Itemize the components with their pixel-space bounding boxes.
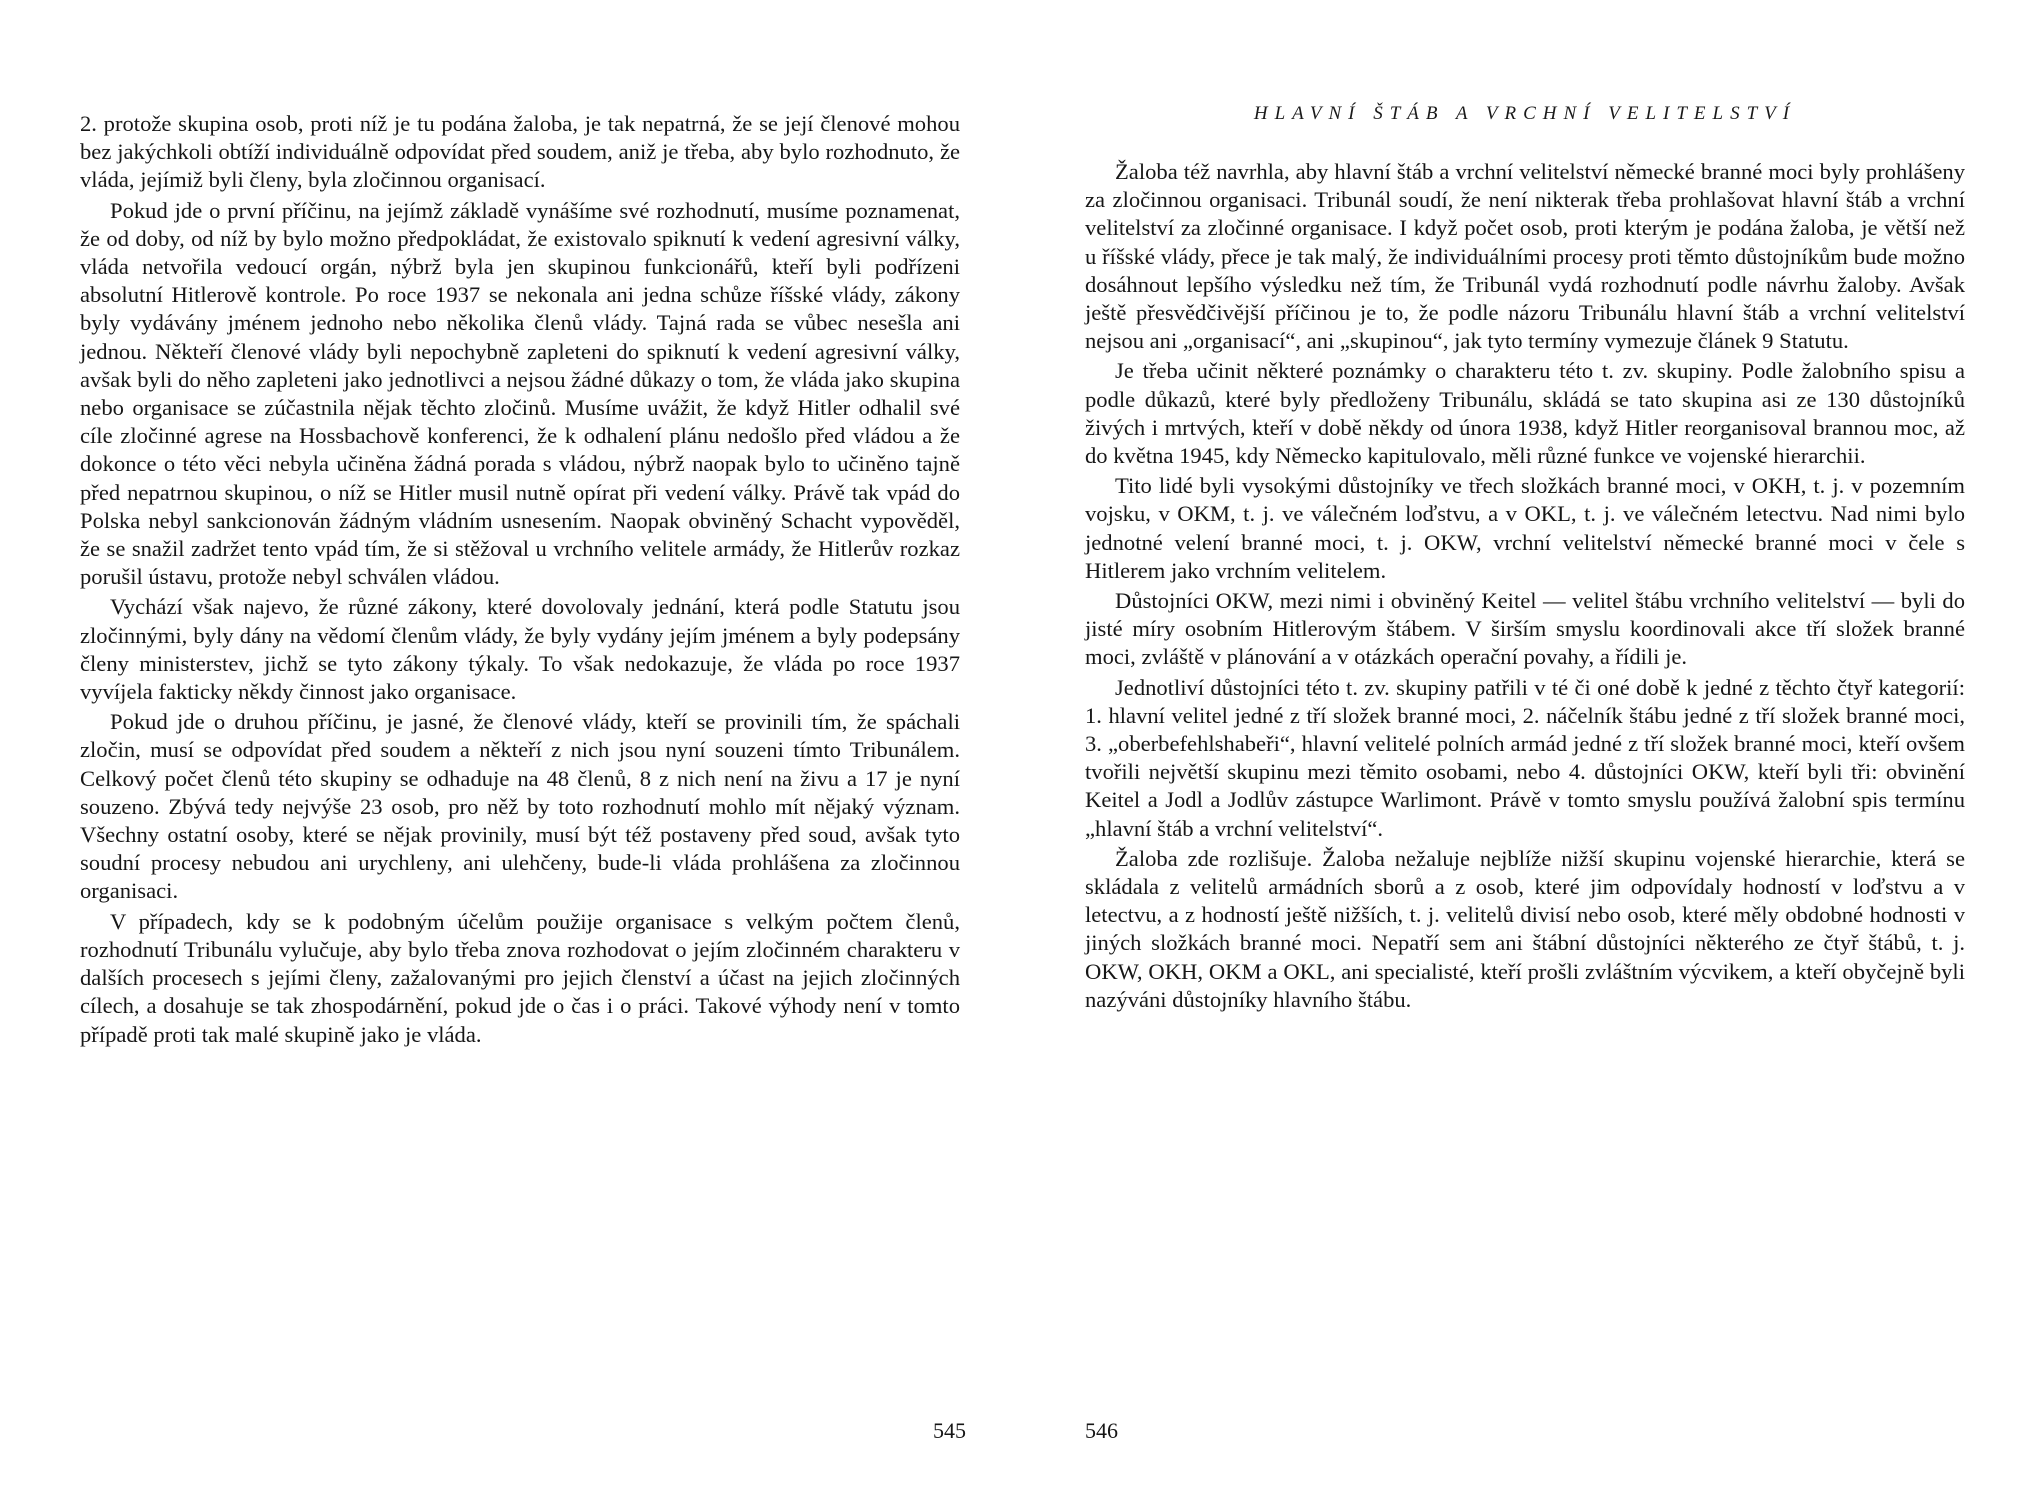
left-page-text <box>80 110 960 1049</box>
paragraph: Tito lidé byli vysokými důstojníky ve třech složkách branné moci, v OKH, t. j. v pozemním vojsku, v OKM, t. j. ve válečném loďstvu, a v OKL, t. j. ve válečném letectvu. Nad nimi bylo jednotné velení branné moci, t. j. OKW, vrchní velitelství německé branné moci v čele s Hitlerem jako vrchním velitelem. <box>1085 473 1965 583</box>
paragraph: Je třeba učinit některé poznámky o charakteru této t. zv. skupiny. Podle žalobního spisu a podle důkazů, které byly předloženy Tribunálu, skládá se tato skupina asi ze 130 důstojníků živých i mrtvých, kteří v době někdy od února 1938, když Hitler reorganisoval brannou moc, až do května 1945, kdy Německo kapitulovalo, měli různé funkce ve vojenské hierarchii. <box>1085 358 1965 469</box>
paragraph: Žaloba též navrhla, aby hlavní štáb a vrchní velitelství německé branné moci byly prohlášeny za zločinnou organisaci. Tribunál soudí, že není nikterak třeba prohlašovat hlavní štáb a vrchní velitelství za zločinné organisace. I když počet osob, proti kterým je podána žaloba, je větší než u říšské vlády, přece je tak malý, že individuálními procesy proti těmto důstojníkům bude možno dosáhnout lepšího výsledku než tím, že Tribunál vydá rozhodnutí podle návrhu žaloby. Avšak ještě přesvědčivější příčinou je to, že podle názoru Tribunálu hlavní štáb a vrchní velitelství nejsou ani „organisací“, ani „skupinou“, jak tyto termíny vymezuje článek 9 Statutu. <box>1085 159 1965 354</box>
paragraph: Žaloba zde rozlišuje. Žaloba nežaluje nejblíže nižší skupinu vojenské hierarchie, která se skládala z velitelů armádních sborů a z osob, které jim odpovídaly hodností v loďstvu a v letectvu, a z hodností ještě nižších, t. j. velitelů divisí nebo osob, které měly obdobné hodnosti v jiných složkách branné moci. Nepatří sem ani štábní důstojníci některého ze čtyř štábů, t. j. OKW, OKH, OKM a OKL, ani specialisté, kteří prošli zvláštním výcvikem, a kteří obyčejně byli nazýváni důstojníky hlavního štábu. <box>1085 845 1965 1012</box>
paragraph: 2. protože skupina osob, proti níž je tu podána žaloba, je tak nepatrná, že se její členové mohou bez jakýchkoli obtíží individuálně odpovídat před soudem, aniž je třeba, aby bylo rozhodnuto, že vláda, jejímiž byli členy, byla zločinnou organisací. <box>80 111 960 193</box>
paragraph: Důstojníci OKW, mezi nimi i obviněný Keitel — velitel štábu vrchního velitelství — byli do jisté míry osobním Hitlerovým štábem. V širším smyslu koordinovali akce tří složek branné moci, zvláště v plánování a v otázkách operační povahy, a řídili je. <box>1085 588 1965 670</box>
right-page-text <box>1085 158 1965 1014</box>
paragraph: V případech, kdy se k podobným účelům použije organisace s velkým počtem členů, rozhodnutí Tribunálu vylučuje, aby bylo třeba znova rozhodovat o jejím zločinném charakteru v dalších procesech s jejími členy, zažalovanými pro jejich členství a účast na jejich zločinných cílech, a dosahuje se tak zhospodárnění, pokud jde o čas i o práci. Takové výhody není v tomto případě proti tak malé skupině jako je vláda. <box>80 908 960 1047</box>
paragraph: Pokud jde o první příčinu, na jejímž základě vynášíme své rozhodnutí, musíme poznamenat, že od doby, od níž by bylo možno předpokládat, že existovalo spiknutí k vedení agresivní války, vláda netvořila vedoucí orgán, nýbrž byla jen skupinou funkcionářů, kteří byli podřízeni absolutní Hitlerově kontrole. Po roce 1937 se nekonala ani jedna schůze říšské vlády, zákony byly vydávány jménem jednoho nebo několika členů vlády. Tajná rada se vůbec nesešla ani jednou. Někteří členové vlády byli nepochybně zapleteni do spiknutí k vedení agresivní války, avšak byli do něho zapleteni jako jednotlivci a nejsou žádné důkazy o tom, že vláda jako skupina nebo organisace se zúčastnila nějak těchto zločinů. Musíme uvážit, že když Hitler odhalil své cíle zločinné agrese na Hossbachově konferenci, že k odhalení plánu nedošlo před vládou a že dokonce o této věci nebyla učiněna žádná porada s vládou, nýbrž naopak bylo to učiněno tajně před nepatrnou skupinou, o níž se Hitler musil nutně opírat při vedení války. Právě tak vpád do Polska nebyl sankcionován žádným vládním usnesením. Naopak obviněný Schacht vypověděl, že se snažil zadržet tento vpád tím, že si stěžoval u vrchního velitele armády, že Hitlerův rozkaz porušil ústavu, protože nebyl schválen vládou. <box>80 197 960 590</box>
page-number: 546 <box>1085 1418 1118 1443</box>
page-number: 545 <box>933 1418 966 1443</box>
paragraph: Pokud jde o druhou příčinu, je jasné, že členové vlády, kteří se provinili tím, že spáchali zločin, musí se odpovídat před soudem a někteří z nich jsou nyní souzeni tímto Tribunálem. Celkový počet členů této skupiny se odhaduje na 48 členů, 8 z nich není na živu a 17 je nyní souzeno. Zbývá tedy nejvýše 23 osob, pro něž by toto rozhodnutí mohlo mít nějaký význam. Všechny ostatní osoby, které se nějak provinily, musí být též postaveny před soud, avšak tyto soudní procesy nebudou ani urychleny, ani ulehčeny, bude-li vláda prohlášena za zločinnou organisaci. <box>80 709 960 904</box>
paragraph: Jednotliví důstojníci této t. zv. skupiny patřili v té či oné době k jedné z těchto čtyř kategorií: 1. hlavní velitel jedné z tří složek branné moci, 2. náčelník štábu jedné z tří složek branné moci, 3. „oberbefehlshabeři“, hlavní velitelé polních armád jedné z tří složek branné moci, kteří ovšem tvořili největší skupinu mezi těmito osobami, nebo 4. důstojníci OKW, kteří byli tři: obvinění Keitel a Jodl a Jodlův zástupce Warlimont. Právě v tomto smyslu používá žalobní spis termínu „hlavní štáb a vrchní velitelství“. <box>1085 674 1965 841</box>
paragraph: Vychází však najevo, že různé zákony, které dovolovaly jednání, která podle Statutu jsou zločinnými, byly dány na vědomí členům vlády, že byly vydány jejím jménem a byly podepsány členy ministerstev, jichž se tyto zákony týkaly. To však nedokazuje, že vláda po roce 1937 vyvíjela fakticky někdy činnost jako organisace. <box>80 594 960 705</box>
running-head: HLAVNÍ ŠTÁB A VRCHNÍ VELITELSTVÍ <box>1253 103 1797 124</box>
